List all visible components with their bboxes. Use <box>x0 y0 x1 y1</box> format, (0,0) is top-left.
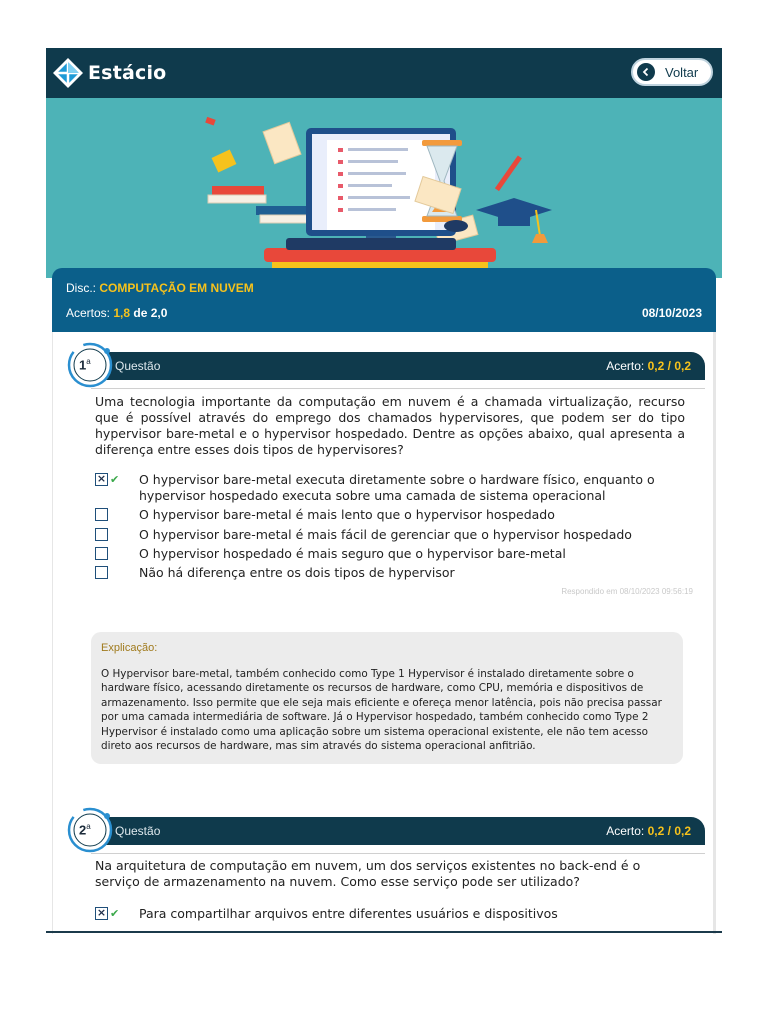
question-label: Questão <box>115 824 161 838</box>
option-text: O hypervisor bare-metal é mais fácil de gerenciar que o hypervisor hospedado <box>139 527 632 542</box>
check-icon: ✔ <box>110 473 120 486</box>
exam-date: 08/10/2023 <box>641 306 702 320</box>
discipline-name: COMPUTAÇÃO EM NUVEM <box>99 281 254 295</box>
brand-logo[interactable] <box>52 57 166 89</box>
question-1-option-3[interactable] <box>95 527 695 543</box>
score-row <box>66 306 167 320</box>
page-bottom-border <box>46 931 722 933</box>
score-label: Acertos: <box>66 306 111 320</box>
question-score: Acerto: 0,2 / 0,2 <box>606 359 691 373</box>
option-text: O hypervisor hospedado é mais seguro que o hypervisor bare-metal <box>139 546 566 561</box>
question-1-option-2[interactable] <box>95 507 695 523</box>
question-score: Acerto: 0,2 / 0,2 <box>606 824 691 838</box>
discipline-band <box>52 268 716 332</box>
question-label: Questão <box>115 359 161 373</box>
study-illustration <box>46 98 722 278</box>
question-number: 1$^a$ <box>79 357 91 373</box>
hero-banner <box>46 98 722 278</box>
explanation-box <box>91 632 683 764</box>
option-text: Para compartilhar arquivos entre diferentes usuários e dispositivos <box>139 906 558 921</box>
option-text: O hypervisor bare-metal é mais lento que o hypervisor hospedado <box>139 507 555 522</box>
answered-timestamp: Respondido em 08/10/2023 09:56:19 <box>561 587 693 596</box>
question-1-option-5[interactable] <box>95 565 695 581</box>
checked-checkbox-icon[interactable]: × <box>96 906 107 919</box>
question-1-text: Uma tecnologia importante da computação em nuvem é a chamada virtualização, recurso que é possível através do emprego dos chamados hypervisores, que podem ser do tipo hypervisor bare-metal e o hypervisor hospedado. Dentre as opções abaixo, qual apresenta a diferença entre esses dois tipos de hypervisores? <box>95 394 685 457</box>
question-2-header <box>75 817 705 845</box>
question-1-header <box>75 352 705 380</box>
checked-checkbox-icon[interactable]: × <box>96 472 107 485</box>
explanation-text: O Hypervisor bare-metal, também conhecido como Type 1 Hypervisor é instalado diretamente sobre o hardware físico, acessando diretamente os recursos de hardware, como CPU, memória e dispositivos de armazenamento. Isso permite que ele seja mais eficiente e ofereça menor latência, pois não precisa passar por uma camada intermediária de software. Já o Hypervisor hospedado, também conhecido como Type 2 Hypervisor é instalado como uma aplicação sobre um sistema operacional existente, ele não tem acesso direto aos recursos de hardware, mas sim através do sistema operacional anfitrião. <box>101 668 662 753</box>
option-text: Não há diferença entre os dois tipos de hypervisor <box>139 565 455 580</box>
questions-area <box>52 332 716 934</box>
question-2-text: Na arquitetura de computação em nuvem, um dos serviços existentes no back-end é o serviço de armazenamento na nuvem. Como esse serviço pode ser utilizado? <box>95 858 641 889</box>
checkbox-icon[interactable] <box>95 528 108 541</box>
back-button[interactable] <box>631 58 713 86</box>
question-1-option-4[interactable] <box>95 546 695 562</box>
brand-name: Estácio <box>88 62 167 84</box>
checkbox-icon[interactable] <box>95 566 108 579</box>
checkbox-icon[interactable] <box>95 547 108 560</box>
top-bar <box>46 48 722 98</box>
discipline-label: Disc.: <box>66 281 96 295</box>
checkbox-icon[interactable] <box>95 508 108 521</box>
score-value: 1,8 <box>113 306 131 320</box>
discipline-row <box>66 281 254 295</box>
divider <box>91 388 705 389</box>
check-icon: ✔ <box>110 907 120 920</box>
score-total: de 2,0 <box>133 306 168 320</box>
estacio-logo-icon <box>52 57 84 89</box>
chevron-left-icon <box>637 63 655 81</box>
question-number: 2$^a$ <box>79 822 91 838</box>
question-2-option-1[interactable] <box>95 906 695 922</box>
back-button-label: Voltar <box>665 64 699 80</box>
question-1-option-1[interactable] <box>95 472 695 504</box>
option-text: O hypervisor bare-metal executa diretamente sobre o hardware físico, enquanto o hypervisor hospedado executa sobre uma camada de sistema operacional <box>139 472 655 503</box>
explanation-title: Explicação: <box>101 642 158 654</box>
divider <box>91 853 705 854</box>
page-frame <box>46 48 722 934</box>
